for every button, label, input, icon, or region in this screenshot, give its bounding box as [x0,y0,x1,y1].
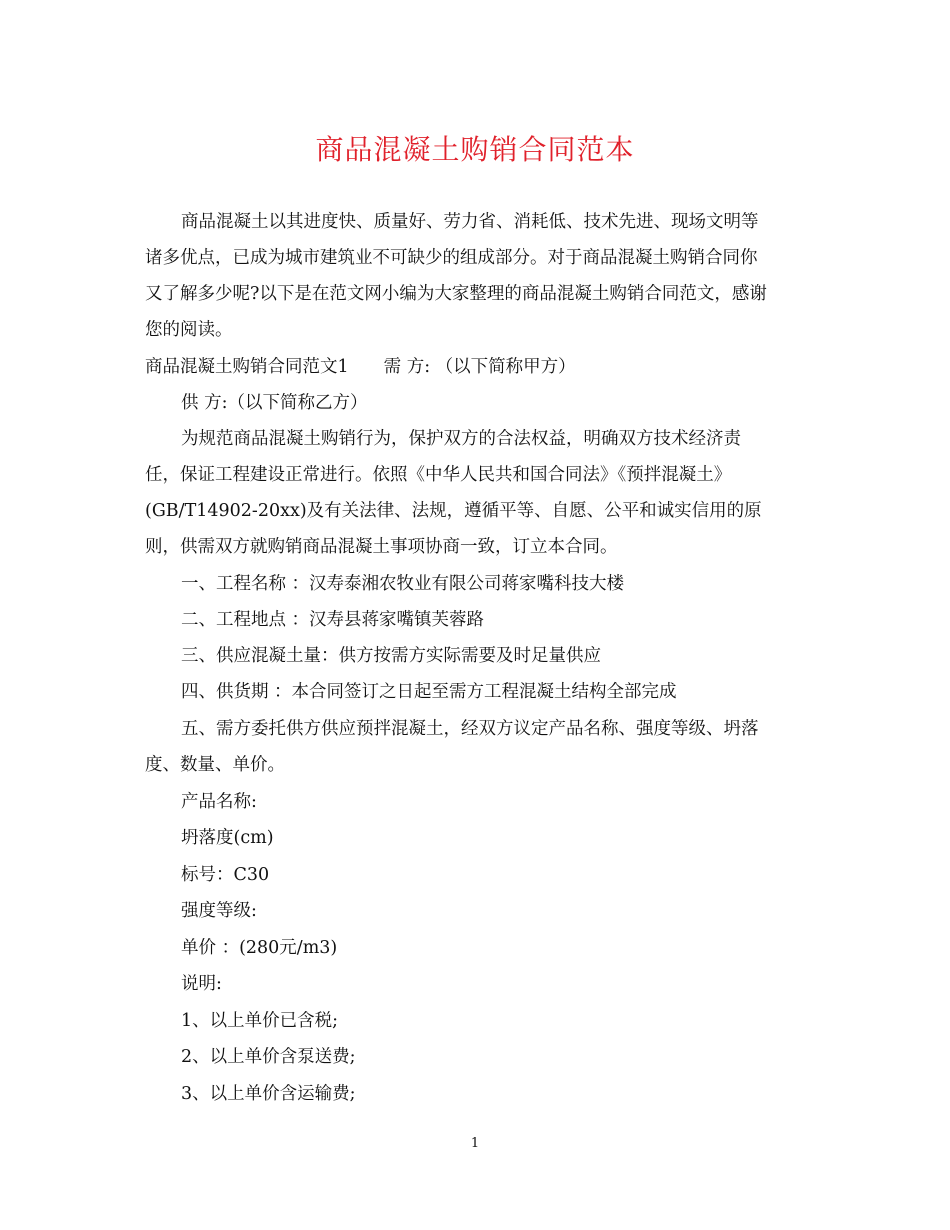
clause-project-name: 一、工程名称 ：汉寿泰湘农牧业有限公司蒋家嘴科技大楼 [181,574,625,594]
purpose-line-4: 则，供需双方就购销商品混凝土事项协商一致，订立本合同。 [145,537,618,557]
document-title: 商品混凝土购销合同范本 [315,133,635,166]
purpose-line-1: 为规范商品混凝土购销行为，保护双方的合法权益，明确双方技术经济责 [181,429,741,449]
note-item: 2、以上单价含泵送费; [181,1047,356,1067]
product-slump: 坍落度(cm) [181,828,274,848]
section-heading: 商品混凝土购销合同范文1 需 方: （以下简称甲方） [145,357,576,377]
product-name: 产品名称: [181,792,257,812]
intro-line-3: 又了解多少呢?以下是在范文网小编为大家整理的商品混凝土购销合同范文，感谢 [145,284,767,304]
clause-project-location: 二、工程地点 ：汉寿县蒋家嘴镇芙蓉路 [181,610,485,630]
intro-line-4: 您的阅读。 [145,320,233,340]
intro-line-1: 商品混凝土以其进度快、质量好、劳力省、消耗低、技术先进、现场文明等 [181,212,759,232]
product-price: 单价 ：(280元/m3) [181,938,338,958]
purpose-line-3: (GB/T14902-20xx)及有关法律、法规，遵循平等、自愿、公平和诚实信用的原 [145,501,762,521]
product-grade-mark: 标号：C30 [181,865,270,885]
note-item: 3、以上单价含运输费; [181,1084,356,1104]
supplier-line: 供 方:（以下简称乙方） [181,393,368,413]
note-item: 1、以上单价已含税; [181,1011,339,1031]
purpose-line-2: 任，保证工程建设正常进行。依照《中华人民共和国合同法》《预拌混凝土》 [145,465,732,485]
clause5-line-2: 度、数量、单价。 [145,755,285,775]
page-number: 1 [470,1136,480,1151]
clause-delivery-period: 四、供货期 ：本合同签订之日起至需方工程混凝土结构全部完成 [181,682,677,702]
intro-line-2: 诸多优点，已成为城市建筑业不可缺少的组成部分。对于商品混凝土购销合同你 [145,248,758,268]
clause-supply-quantity: 三、供应混凝土量：供方按需方实际需要及时足量供应 [181,646,601,666]
product-strength: 强度等级: [181,901,257,921]
notes-label: 说明: [181,974,222,994]
clause5-line-1: 五、需方委托供方供应预拌混凝土，经双方议定产品名称、强度等级、坍落 [181,719,759,739]
